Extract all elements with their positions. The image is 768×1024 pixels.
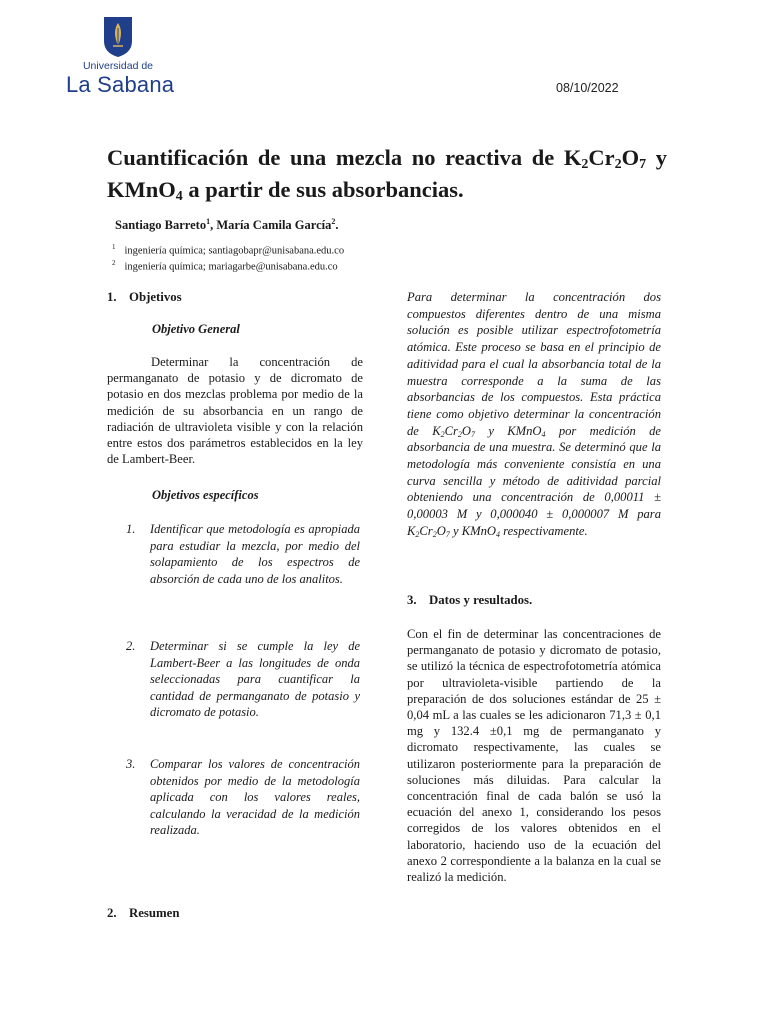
affiliation: $^1$ ingeniería química; santiagobapr@unisabana.edu.co [112,243,345,257]
university-shield-icon [103,16,133,58]
section-heading-datos-resultados: 3. Datos y resultados. [407,593,533,607]
author-name: María Camila García [216,218,332,233]
author-list: Santiago Barreto$^1$, María Camila García$^2$. [115,217,339,233]
paper-title: Cuantificación de una mezcla no reactiva de $K_2Cr_2O_7$ y KMnO$_4$ a partir de sus absorbancias. [107,145,668,204]
subheading-objetivo-general: Objetivo General [152,322,240,336]
logo-line-2: La Sabana [66,72,175,97]
objective-general-paragraph: Determinar la concentración de permanganato de potasio y de dicromato de potasio en dos mezclas problema por medio de la medición de su absorbancia en un rango de radiación de ultravioleta visible y con la relación entre estos dos parámetros establecidos en la ley de Lambert-Beer. [107,355,363,467]
author-name: Santiago Barreto [115,218,207,233]
list-item: 2. Determinar si se cumple la ley de Lambert-Beer a las longitudes de onda seleccionadas para cuantificar la cantidad de permanganato de potasio y dicromato de potasio. [126,639,360,720]
section-heading-resumen: 2. Resumen [107,906,180,920]
subheading-objetivos-especificos: Objetivos específicos [152,488,259,502]
document-date: 08/10/2022 [556,81,619,95]
list-item: 1. Identificar que metodología es apropiada para estudiar la mezcla, por medio del solapamiento de los espectros de absorción de cada uno de los analitos. [126,522,360,586]
results-paragraph: Con el fin de determinar las concentraciones de permanganato de potasio y dicromato de potasio, se utilizó la técnica de espectrofotometría atómica por ultravioleta-visible partiendo de la preparación de dos soluciones estándar de 25 ± 0,04 mL a las cuales se les adicionaron 71,3 ± 0,1 mg y 132.4 ±0,1 mg de permanganato y dicromato respectivamente, las cuales se utilizaron posteriormente para la preparación de soluciones más diluidas. Para calcular la concentración final de cada balón se usó la ecuación del anexo 1, considerando los pesos corregidos de los valores obtenidos en el laboratorio, haciendo uso de la ecuación del anexo 2 correspondiente a la balanza en la cual se realizó la medición. [407,627,661,885]
abstract-paragraph: Para determinar la concentración dos compuestos diferentes dentro de una misma solución es posible utilizar espectrofotometría atómica. Este proceso se basa en el principio de aditividad para el cual la absorbancia total de la muestra corresponde a la suma de las absorbancias de los compuestos. Esta práctica tiene como objetivo determinar la concentración de $K_2Cr_2O_7$ y KMnO$_4$ por medición de absorbancia de una muestra. Se determinó que la metodología más conveniente consistía en una curva sencilla y método de aditividad parcial obteniendo una concentración de 0,00011 ± 0,00003 M y 0,000040 ± 0,000007 M para $K_2Cr_2O_7$ y KMnO$_4$ respectivamente. [407,290,662,539]
section-heading-objetivos: 1. Objetivos [107,290,182,304]
list-item: 3. Comparar los valores de concentración obtenidos por medio de la metodología aplicada con los valores reales, calculando la veracidad de la medición realizada. [126,757,360,838]
logo-line-1: Universidad de [82,60,154,72]
affiliation: $^2$ ingeniería química; mariagarbe@unisabana.edu.co [112,259,338,273]
